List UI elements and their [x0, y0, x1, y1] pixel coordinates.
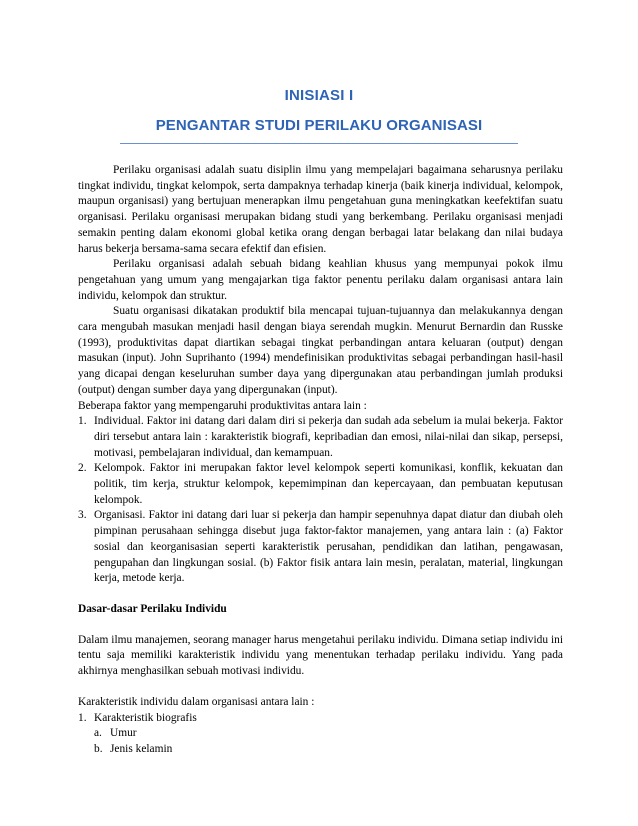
document-subtitle: PENGANTAR STUDI PERILAKU ORGANISASI — [155, 117, 483, 134]
sublist-letter: b. — [94, 742, 103, 755]
sublist-letter: a. — [94, 727, 102, 740]
characteristics-list — [78, 711, 563, 727]
list-item — [78, 414, 563, 461]
characteristics-intro: Karakteristik individu dalam organisasi antara lain : — [78, 695, 315, 708]
list-number: 1. — [78, 711, 87, 724]
sublist-item — [78, 726, 563, 742]
factors-intro: Beberapa faktor yang mempengaruhi produktivitas antara lain : — [78, 399, 367, 412]
document-body — [78, 163, 563, 758]
list-number: 3. — [78, 509, 87, 522]
list-item — [78, 711, 563, 727]
list-item — [78, 508, 563, 587]
list-item-text: Karakteristik biografis — [94, 711, 197, 724]
paragraph: Perilaku organisasi adalah sebuah bidang keahlian khusus yang mempunyai pokok ilmu pengetahuan yang umum yang mengajarkan tiga faktor penentu perilaku dalam organisasi antara lain individu, kelompok dan struktur. — [78, 258, 563, 302]
list-item — [78, 461, 563, 508]
factors-list — [78, 414, 563, 587]
characteristics-sublist — [78, 726, 563, 757]
document-title: INISIASI I — [284, 87, 354, 104]
section-heading: Dasar-dasar Perilaku Individu — [78, 602, 227, 615]
list-number: 1. — [78, 415, 87, 428]
title-underline — [120, 143, 518, 144]
list-number: 2. — [78, 462, 87, 475]
list-item-text: Kelompok. Faktor ini merupakan faktor level kelompok seperti komunikasi, konflik, kekuatan dan politik, tim kerja, struktur kelompok, kepemimpinan dan kepercayaan, dan pembuatan keputusan kelompok. — [94, 462, 563, 506]
sublist-item-text: Jenis kelamin — [110, 742, 173, 755]
sublist-item-text: Umur — [110, 727, 137, 740]
sublist-item — [78, 742, 563, 758]
list-item-text: Organisasi. Faktor ini datang dari luar si pekerja dan hampir sepenuhnya dapat diatur dan diubah oleh pimpinan perusahaan sehingga disebut juga faktor-faktor manajemen, yang antara lain : (a) Faktor sosial dan keorganisasian seperti karakteristik perusahan, pendidikan dan latihan, pengawasan, pengupahan dan lingkungan sosial. (b) Faktor fisik antara lain mesin, peralatan, material, lingkungan kerja, metode kerja. — [94, 509, 563, 585]
paragraph: Perilaku organisasi adalah suatu disiplin ilmu yang mempelajari bagaimana seharusnya perilaku tingkat individu, tingkat kelompok, serta dampaknya terhadap kinerja (baik kinerja individual, kelompok, maupun organisasi) yang bertujuan menerapkan ilmu pengetahuan guna meningkatkan keefektifan suatu organisasi. Perilaku organisasi merupakan bidang studi yang berkembang. Perilaku organisasi menjadi semakin penting dalam ekonomi global ketika orang dengan berbagai latar belakang dan nilai budaya harus bekerja bersama-sama secara efektif dan efisien. — [78, 164, 563, 255]
list-item-text: Individual. Faktor ini datang dari dalam diri si pekerja dan sudah ada sebelum ia mulai bekerja. Faktor diri tersebut antara lain : karakteristik biografi, kepribadian dan emosi, nilai-nilai dan sikap, persepsi, motivasi, pembelajaran individual, dan kemampuan. — [94, 415, 563, 459]
section-paragraph: Dalam ilmu manajemen, seorang manager harus mengetahui perilaku individu. Dimana setiap individu ini tentu saja memiliki karakteristik individu yang menentukan terhadap perilaku individu. Yang pada akhirnya menghasilkan sebuah motivasi individu. — [78, 633, 563, 678]
paragraph: Suatu organisasi dikatakan produktif bila mencapai tujuan-tujuannya dan melakukannya dengan cara mengubah masukan menjadi hasil dengan biaya serendah mugkin. Menurut Bernardin dan Russke (1993), produktivitas dapat diartikan sebagai tingkat perbandingan antara keluaran (output) dengan masukan (input). John Suprihanto (1994) mendefinisikan produktivitas sebagai perbandingan hasil-hasil yang dicapai dengan keseluruhan sumber daya yang dipergunakan atau perbandingan jumlah produksi (output) dengan sumber daya yang dipergunakan (input). — [78, 305, 563, 396]
